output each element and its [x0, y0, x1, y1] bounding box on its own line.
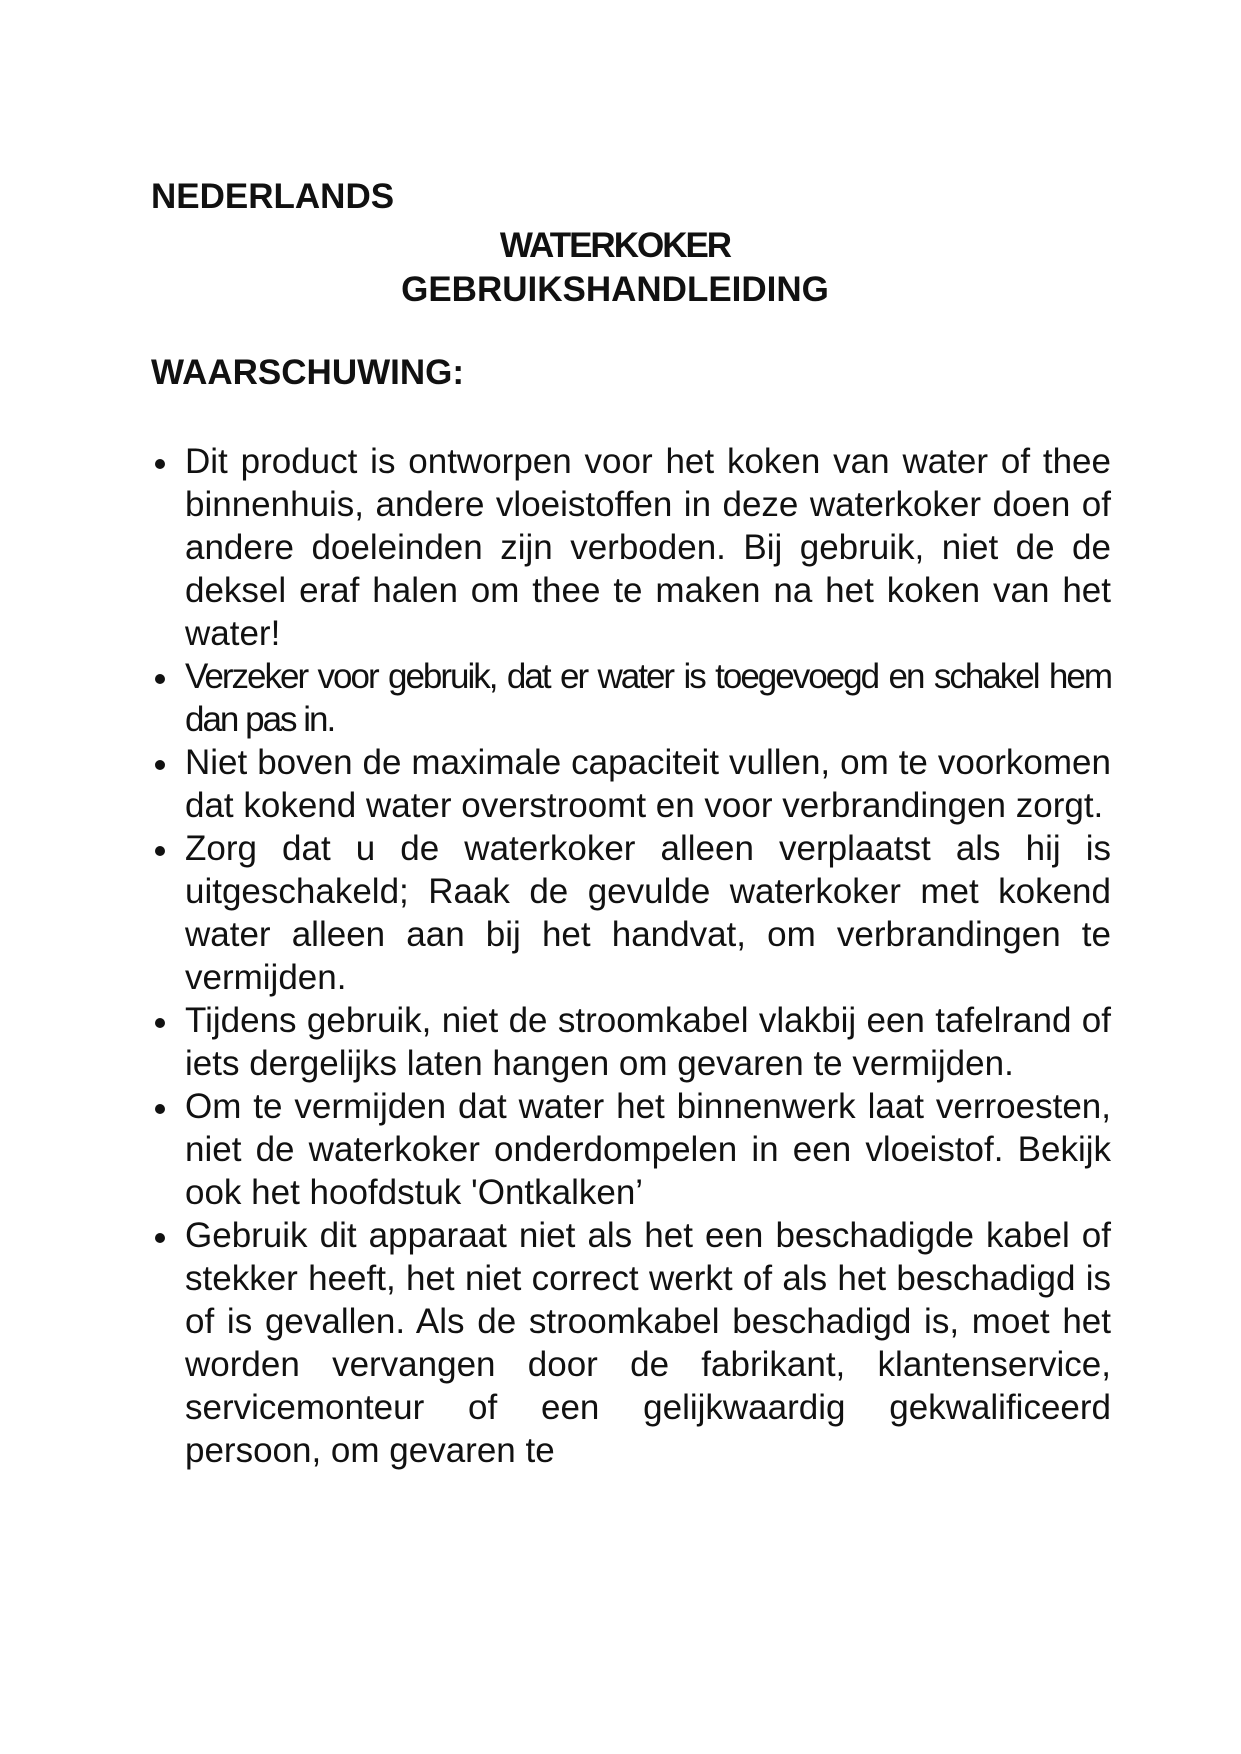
warning-text: Om te vermijden dat water het binnenwerk laat verroesten, niet de waterkoker onderdompelen in een vloeistof. Bekijk ook het hoofdstuk 'Ontkalken’ [185, 1087, 1111, 1212]
list-item [151, 999, 1111, 1085]
warning-text: Dit product is ontworpen voor het koken van water of thee binnenhuis, andere vloeistoffen in deze waterkoker doen of andere doeleinden zijn verboden. Bij gebruik, niet de de deksel eraf halen om thee te maken na het koken van het water! [185, 442, 1111, 653]
bullet-dot-icon [155, 760, 165, 770]
warning-text: Niet boven de maximale capaciteit vullen, om te voorkomen dat kokend water overstroomt en voor verbrandingen zorgt. [185, 743, 1111, 825]
bullet-dot-icon [155, 1104, 165, 1114]
list-item [151, 440, 1111, 655]
warning-list [151, 440, 1111, 1472]
warning-heading: WAARSCHUWING: [151, 353, 465, 392]
warning-text: Verzeker voor gebruik, dat er water is toegevoegd en schakel hem dan pas in. [185, 657, 1111, 739]
bullet-dot-icon [155, 674, 165, 684]
warning-text: Zorg dat u de waterkoker alleen verplaatst als hij is uitgeschakeld; Raak de gevulde waterkoker met kokend water alleen aan bij het handvat, om verbrandingen te vermijden. [185, 829, 1111, 997]
title-manual-label: GEBRUIKSHANDLEIDING [401, 270, 829, 309]
warning-text: Gebruik dit apparaat niet als het een beschadigde kabel of stekker heeft, het niet correct werkt of als het beschadigd is of is gevallen. Als de stroomkabel beschadigd is, moet het worden vervangen door de fabrikant, klantenservice, servicemonteur of een gelijkwaardig gekwalificeerd persoon, om gevaren te [185, 1216, 1111, 1470]
list-item [151, 655, 1111, 741]
list-item [151, 827, 1111, 999]
list-item [151, 1214, 1111, 1472]
list-item [151, 1085, 1111, 1214]
title-product-name: WATERKOKER [499, 226, 731, 265]
list-item [151, 741, 1111, 827]
language-label: NEDERLANDS [151, 177, 395, 216]
bullet-dot-icon [155, 846, 165, 856]
bullet-dot-icon [155, 1018, 165, 1028]
bullet-dot-icon [155, 1233, 165, 1243]
warning-text: Tijdens gebruik, niet de stroomkabel vlakbij een tafelrand of iets dergelijks laten hangen om gevaren te vermijden. [185, 1001, 1111, 1083]
bullet-dot-icon [155, 459, 165, 469]
document-title [380, 224, 850, 312]
